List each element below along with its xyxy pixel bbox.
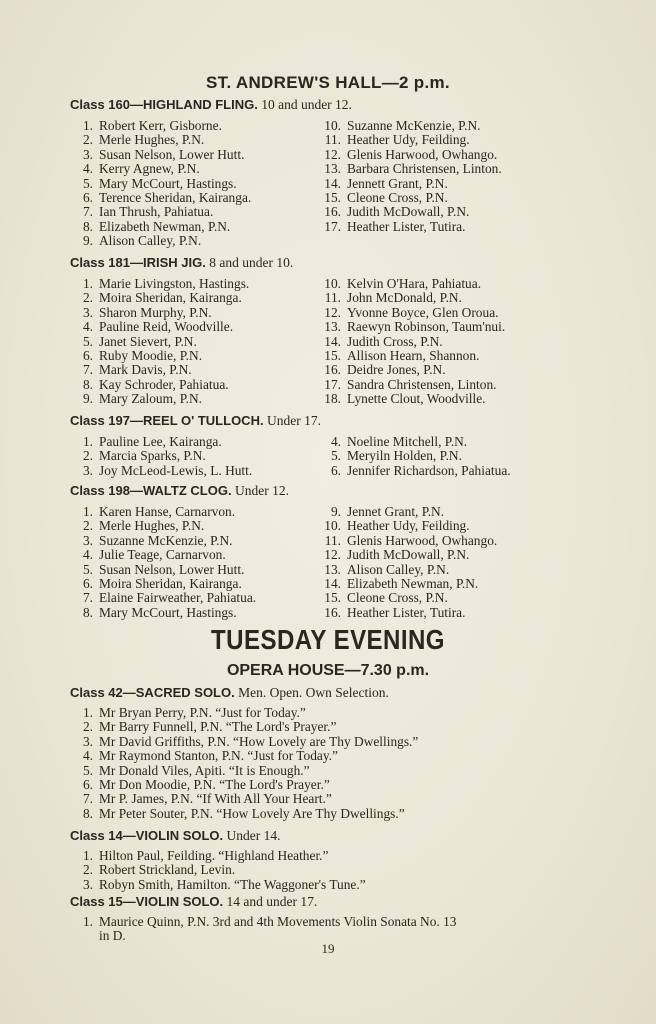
entry-text: Pauline Reid, Woodville. [99, 319, 234, 335]
entry-row [70, 719, 336, 734]
class-heading [70, 255, 293, 271]
entry-text: Alison Calley, P.N. [347, 561, 450, 577]
entry-text: Mr Barry Funnell, P.N. “The Lord's Prayer.” [99, 719, 337, 735]
entry-number: 11. [324, 132, 341, 148]
entry-number: 9. [330, 504, 341, 519]
entry-text: Raewyn Robinson, Taum'nui. [347, 319, 506, 335]
entry-text: Elaine Fairweather, Pahiatua. [99, 590, 257, 606]
entry-text: Allison Hearn, Shannon. [347, 348, 480, 363]
entry-row [70, 161, 200, 176]
entry-row [318, 533, 497, 548]
entry-number: 10. [324, 518, 341, 534]
class-name: Class 197—REEL O' TULLOCH. [70, 413, 264, 428]
class-heading [70, 685, 389, 701]
entry-row [70, 848, 328, 863]
entry-number: 2. [82, 132, 93, 148]
entry-row [318, 547, 469, 562]
entry-row [318, 176, 448, 191]
entry-row [70, 132, 204, 147]
entry-text: Mr P. James, P.N. “If With All Your Heart.” [99, 791, 332, 807]
entry-text: Mary McCourt, Hastings. [99, 175, 237, 191]
entry-text: Deidre Jones, P.N. [347, 362, 446, 378]
entry-row [318, 219, 465, 234]
entry-row [318, 590, 448, 605]
entry-number: 11. [324, 290, 341, 306]
entry-row [70, 434, 222, 449]
class-name: Class 198—WALTZ CLOG. [70, 483, 232, 498]
entry-row [70, 914, 457, 929]
entry-number: 14. [324, 576, 341, 591]
entry-number: 1. [82, 848, 93, 863]
class-criteria: 10 and under 12. [261, 97, 352, 112]
entry-number: 18. [324, 391, 341, 407]
entry-row [70, 219, 230, 234]
entry-number: 1. [82, 705, 93, 720]
entry-text: Janet Sievert, P.N. [99, 333, 197, 349]
entry-text: Mary McCourt, Hastings. [99, 604, 237, 620]
entry-row [318, 576, 478, 591]
entry-row [70, 305, 212, 320]
entry-number: 4. [82, 547, 93, 563]
entry-number: 8. [82, 376, 93, 392]
entry-number: 8. [82, 604, 93, 620]
entry-number: 6. [82, 348, 93, 363]
entry-text: Suzanne McKenzie, P.N. [347, 118, 481, 133]
entry-row [70, 118, 222, 133]
entry-row [318, 504, 444, 519]
entry-number: 3. [82, 733, 93, 749]
entry-number: 3. [82, 304, 93, 320]
entry-text: Yvonne Boyce, Glen Oroua. [347, 304, 499, 320]
entry-text: Merle Hughes, P.N. [99, 518, 205, 534]
entry-number: 9. [82, 233, 93, 249]
entry-text: Cleone Cross, P.N. [347, 190, 448, 205]
entry-text: Mark Davis, P.N. [99, 362, 192, 378]
entry-text: Susan Nelson, Lower Hutt. [99, 146, 245, 162]
entry-row [318, 118, 481, 133]
entry-text: Sandra Christensen, Linton. [347, 376, 497, 392]
entry-row [70, 147, 244, 162]
entry-text: Mr David Griffiths, P.N. “How Lovely are Thy Dwellings.” [99, 733, 419, 749]
entry-number: 6. [82, 777, 93, 792]
entry-row [70, 504, 235, 519]
entry-number: 3. [82, 532, 93, 548]
entry-text: Cleone Cross, P.N. [347, 590, 448, 606]
entry-row [70, 806, 405, 821]
entry-number: 8. [82, 805, 93, 821]
entry-row [318, 434, 467, 449]
entry-text: Jennifer Richardson, Pahiatua. [347, 462, 511, 478]
entry-number: 7. [82, 204, 93, 220]
entry-number: 12. [324, 547, 341, 563]
entry-text: Suzanne McKenzie, P.N. [99, 532, 233, 548]
entry-row [70, 547, 226, 562]
entry-row [70, 448, 206, 463]
entry-number: 13. [324, 161, 341, 177]
entry-row [318, 605, 465, 620]
entry-row [318, 518, 470, 533]
entry-number: 12. [324, 304, 341, 320]
entry-text: Mr Don Moodie, P.N. “The Lord's Prayer.” [99, 777, 330, 792]
entry-number: 6. [82, 576, 93, 591]
entry-number: 3. [82, 146, 93, 162]
entry-row [70, 734, 418, 749]
entry-number: 7. [82, 791, 93, 807]
entry-row [70, 362, 192, 377]
entry-row [318, 348, 479, 363]
entry-text: Noeline Mitchell, P.N. [347, 434, 468, 449]
class-heading [70, 97, 352, 113]
entry-row [318, 391, 486, 406]
entry-text: Meryiln Holden, P.N. [347, 448, 462, 464]
entry-row [318, 290, 462, 305]
entry-text: Lynette Clout, Woodville. [347, 391, 486, 407]
entry-number: 2. [82, 290, 93, 306]
entry-row [318, 147, 497, 162]
entry-text: Heather Udy, Feilding. [347, 518, 470, 534]
entry-continuation: in D. [99, 928, 126, 944]
entry-row [70, 463, 252, 478]
entry-text: Karen Hanse, Carnarvon. [99, 504, 236, 519]
entry-row [70, 348, 202, 363]
entry-row [70, 290, 242, 305]
entry-text: Mr Raymond Stanton, P.N. “Just for Today.” [99, 748, 338, 764]
class-heading [70, 828, 281, 844]
entry-text: Judith McDowall, P.N. [347, 204, 470, 220]
entry-text: Glenis Harwood, Owhango. [347, 146, 498, 162]
entry-number: 5. [82, 762, 93, 778]
entry-text: Joy McLeod-Lewis, L. Hutt. [99, 462, 253, 478]
entry-row [318, 204, 469, 219]
entry-text: Glenis Harwood, Owhango. [347, 532, 498, 548]
entry-text: Moira Sheridan, Kairanga. [99, 576, 242, 591]
entry-number: 9. [82, 391, 93, 407]
venue-title: OPERA HOUSE—7.30 p.m. [226, 662, 430, 679]
entry-number: 4. [82, 319, 93, 335]
entry-text: Robert Kerr, Gisborne. [99, 118, 222, 133]
entry-text: Kerry Agnew, P.N. [99, 161, 200, 177]
entry-number: 5. [330, 448, 341, 464]
entry-number: 14. [324, 333, 341, 349]
entry-number: 15. [324, 190, 341, 205]
entry-row [318, 319, 505, 334]
entry-row [70, 334, 197, 349]
entry-number: 8. [82, 218, 93, 234]
hall-title: ST. ANDREW'S HALL—2 p.m. [206, 73, 450, 92]
entry-text: Heather Lister, Tutira. [347, 604, 466, 620]
entry-row [70, 233, 201, 248]
entry-row [70, 877, 366, 892]
entry-text: Ian Thrush, Pahiatua. [99, 204, 214, 220]
entry-row [318, 463, 511, 478]
entry-text: Mr Bryan Perry, P.N. “Just for Today.” [99, 705, 306, 720]
entry-row [318, 132, 470, 147]
entry-row [318, 161, 502, 176]
entry-text: Moira Sheridan, Kairanga. [99, 290, 242, 306]
class-criteria: 8 and under 10. [209, 255, 294, 270]
entry-text: Jennet Grant, P.N. [347, 504, 445, 519]
entry-text: John McDonald, P.N. [347, 290, 462, 306]
class-criteria: 14 and under 17. [226, 894, 318, 909]
class-name: Class 181—IRISH JIG. [70, 255, 206, 270]
entry-text: Elizabeth Newman, P.N. [347, 576, 479, 591]
entry-number: 5. [82, 333, 93, 349]
entry-number: 4. [82, 748, 93, 764]
entry-number: 3. [82, 876, 93, 892]
entry-row [70, 590, 256, 605]
entry-text: Heather Lister, Tutira. [347, 218, 466, 234]
entry-number: 5. [82, 175, 93, 191]
entry-row [70, 533, 233, 548]
entry-text: Merle Hughes, P.N. [99, 132, 205, 148]
entry-number: 1. [82, 434, 93, 449]
entry-number: 2. [82, 719, 93, 735]
entry-text: Sharon Murphy, P.N. [99, 304, 212, 320]
entry-number: 5. [82, 561, 93, 577]
entry-text: Hilton Paul, Feilding. “Highland Heather.” [99, 848, 329, 863]
entry-text: Heather Udy, Feilding. [347, 132, 470, 148]
entry-row [70, 518, 204, 533]
entry-row [318, 362, 446, 377]
entry-number: 1. [82, 118, 93, 133]
entry-text: Susan Nelson, Lower Hutt. [99, 561, 245, 577]
class-name: Class 15—VIOLIN SOLO. [70, 894, 224, 909]
class-heading [70, 413, 321, 429]
entry-row [70, 576, 242, 591]
entry-number: 3. [82, 462, 93, 478]
entry-row [70, 176, 237, 191]
entry-row [70, 204, 213, 219]
entry-number: 2. [82, 448, 93, 464]
entry-number: 6. [330, 462, 341, 478]
entry-number: 16. [324, 362, 341, 378]
entry-row [70, 319, 233, 334]
entry-text: Marie Livingston, Hastings. [99, 276, 250, 291]
entry-row [70, 777, 330, 792]
entry-text: Maurice Quinn, P.N. 3rd and 4th Movements Violin Sonata No. 13 [99, 914, 457, 929]
entry-number: 10. [324, 118, 341, 133]
entry-number: 17. [324, 376, 341, 392]
entry-text: Mary Zaloum, P.N. [99, 391, 203, 407]
class-name: Class 160—HIGHLAND FLING. [70, 97, 258, 112]
entry-row [318, 305, 499, 320]
entry-text: Judith McDowall, P.N. [347, 547, 470, 563]
entry-row [70, 705, 306, 720]
entry-row [318, 562, 449, 577]
entry-number: 15. [324, 590, 341, 606]
entry-text: Mr Peter Souter, P.N. “How Lovely Are Thy Dwellings.” [99, 805, 405, 821]
entry-row [70, 763, 310, 778]
entry-row [70, 391, 202, 406]
entry-number: 2. [82, 862, 93, 878]
entry-number: 12. [324, 146, 341, 162]
entry-number: 14. [324, 175, 341, 191]
entry-row [70, 377, 229, 392]
entry-row [318, 448, 462, 463]
entry-number: 15. [324, 348, 341, 363]
entry-row [318, 334, 443, 349]
class-name: Class 42—SACRED SOLO. [70, 685, 235, 700]
entry-number: 1. [82, 276, 93, 291]
class-criteria: Under 12. [234, 483, 289, 498]
entry-text: Terence Sheridan, Kairanga. [99, 190, 252, 205]
entry-text: Kay Schroder, Pahiatua. [99, 376, 229, 392]
entry-text: Pauline Lee, Kairanga. [99, 434, 222, 449]
entry-row [318, 377, 497, 392]
class-heading [70, 894, 317, 910]
entry-text: Barbara Christensen, Linton. [347, 161, 502, 177]
entry-row [70, 791, 332, 806]
entry-number: 17. [324, 218, 341, 234]
entry-number: 6. [82, 190, 93, 205]
entry-text: Robyn Smith, Hamilton. “The Waggoner's Tune.” [99, 876, 366, 892]
entry-text: Mr Donald Viles, Apiti. “It is Enough.” [99, 762, 310, 778]
entry-row [70, 562, 244, 577]
entry-row [318, 276, 481, 291]
entry-number: 4. [82, 161, 93, 177]
page-number: 19 [321, 941, 335, 956]
entry-text: Judith Cross, P.N. [347, 333, 443, 349]
entry-number: 7. [82, 362, 93, 378]
entry-row [70, 862, 235, 877]
entry-number: 16. [324, 604, 341, 620]
class-criteria: Under 14. [226, 828, 281, 843]
entry-number: 2. [82, 518, 93, 534]
entry-number: 1. [82, 914, 93, 929]
entry-row [70, 276, 249, 291]
entry-number: 7. [82, 590, 93, 606]
evening-title: TUESDAY EVENING [211, 624, 445, 655]
entry-row [70, 748, 338, 763]
entry-row [70, 190, 251, 205]
entry-text: Kelvin O'Hara, Pahiatua. [347, 276, 482, 291]
entry-text: Robert Strickland, Levin. [99, 862, 236, 878]
entry-text: Julie Teage, Carnarvon. [99, 547, 226, 563]
entry-row [70, 605, 237, 620]
class-heading [70, 483, 289, 499]
entry-number: 1. [82, 504, 93, 519]
class-name: Class 14—VIOLIN SOLO. [70, 828, 224, 843]
entry-text: Alison Calley, P.N. [99, 233, 202, 249]
entry-number: 13. [324, 561, 341, 577]
entry-row [318, 190, 448, 205]
entry-number: 16. [324, 204, 341, 220]
entry-number: 13. [324, 319, 341, 335]
entry-text: Jennett Grant, P.N. [347, 175, 448, 191]
entry-text: Elizabeth Newman, P.N. [99, 218, 231, 234]
class-criteria: Under 17. [266, 413, 321, 428]
entry-text: Marcia Sparks, P.N. [99, 448, 206, 464]
class-criteria: Men. Open. Own Selection. [238, 685, 389, 700]
entry-number: 4. [330, 434, 341, 449]
entry-number: 11. [324, 532, 341, 548]
entry-text: Ruby Moodie, P.N. [99, 348, 203, 363]
entry-number: 10. [324, 276, 341, 291]
